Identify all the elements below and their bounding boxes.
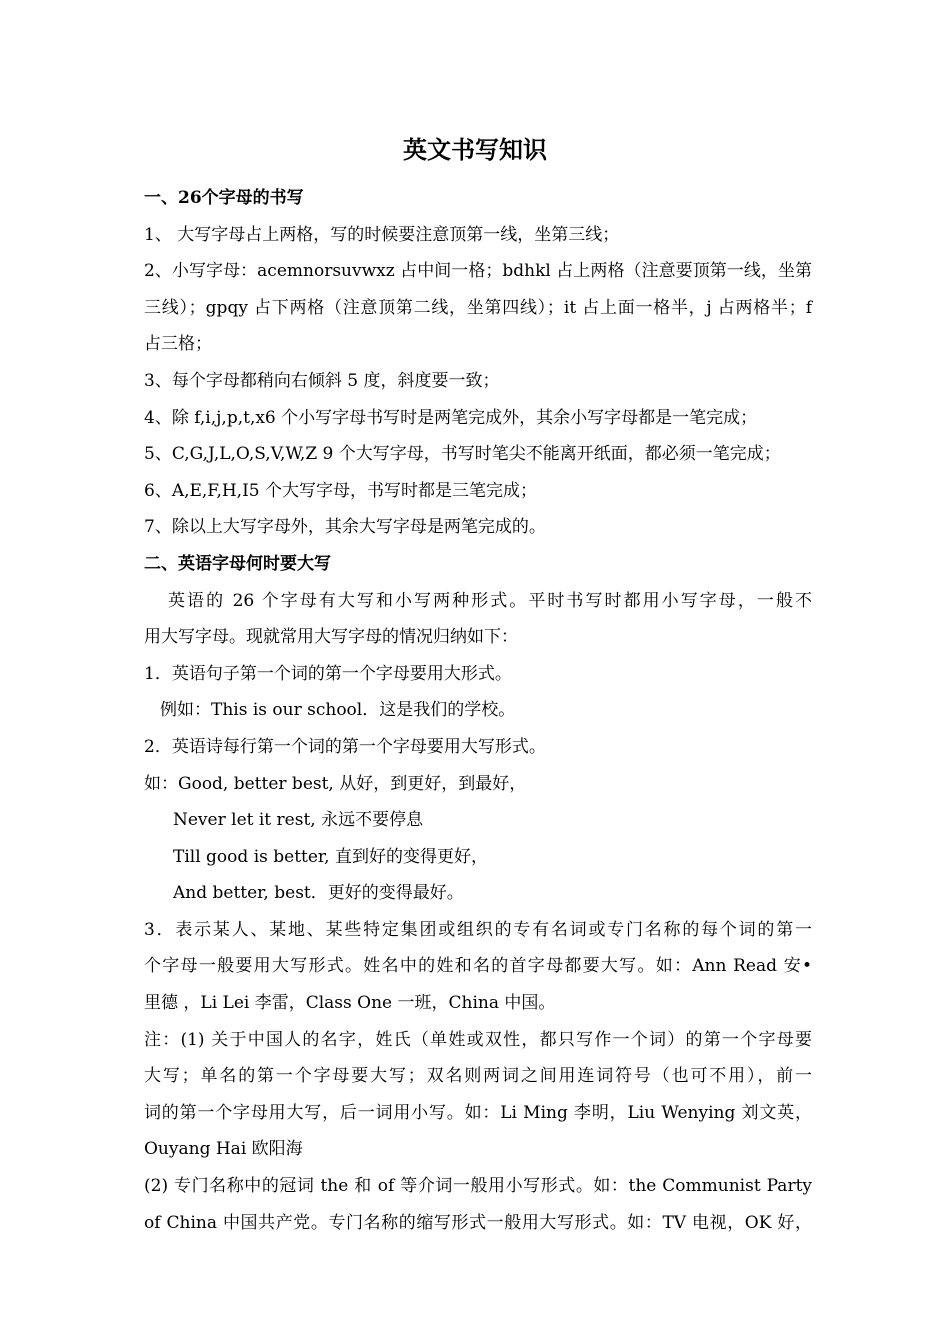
note-line: Ouyang Hai 欧阳海 <box>144 1139 303 1160</box>
poem-line: Till good is better, 直到好的变得更好， <box>173 846 488 867</box>
paragraph-line: 三线）；gpqy 占下两格（注意顶第二线，坐第四线）；it 占上面一格半，j 占两格半；f <box>144 297 812 318</box>
section-heading: 二、英语字母何时要大写 <box>144 553 331 574</box>
paragraph-line: 3、每个字母都稍向右倾斜 5 度，斜度要一致； <box>144 370 500 391</box>
paragraph-line: 2．英语诗每行第一个词的第一个字母要用大写形式。 <box>144 736 546 757</box>
note-line: 注：(1) 关于中国人的名字，姓氏（单姓或双性，都只写作一个词）的第一个字母要 <box>144 1029 812 1050</box>
paragraph-line: 里德 ，Li Lei 李雷，Class One 一班，China 中国。 <box>144 993 556 1014</box>
paragraph-line: 英语的 26 个字母有大写和小写两种形式。平时书写时都用小写字母，一般不 <box>168 590 812 611</box>
paragraph-line: 5、C,G,J,L,O,S,V,W,Z 9 个大写字母，书写时笔尖不能离开纸面，都必须一笔完成； <box>144 444 781 465</box>
section-heading: 一、26个字母的书写 <box>144 188 304 208</box>
note-line: (2) 专门名称中的冠词 the 和 of 等介词一般用小写形式。如：the Communist Party <box>144 1176 812 1197</box>
paragraph-line: 7、除以上大写字母外，其余大写字母是两笔完成的。 <box>144 517 546 538</box>
paragraph-line: 3．表示某人、某地、某些特定集团或组织的专有名词或专门名称的每个词的第一 <box>144 919 812 940</box>
example-line: 如：Good, better best, 从好，到更好，到最好， <box>144 773 527 794</box>
poem-line: And better, best．更好的变得最好。 <box>173 883 464 904</box>
note-line: of China 中国共产党。专门名称的缩写形式一般用大写形式。如：TV 电视，OK 好， <box>144 1212 812 1233</box>
paragraph-line: 1．英语句子第一个词的第一个字母要用大形式。 <box>144 663 512 684</box>
paragraph-line: 4、除 f,i,j,p,t,x6 个小写字母书写时是两笔完成外，其余小写字母都是一笔完成； <box>144 407 758 428</box>
paragraph-line: 2、小写字母：acemnorsuvwxz 占中间一格；bdhkl 占上两格（注意要顶第一线，坐第 <box>144 261 812 282</box>
example-line: 例如：This is our school．这是我们的学校。 <box>160 700 516 721</box>
paragraph-line: 个字母一般要用大写形式。姓名中的姓和名的首字母都要大写。如：Ann Read 安• <box>144 956 812 977</box>
paragraph-line: 6、A,E,F,H,I5 个大写字母，书写时都是三笔完成； <box>144 480 538 501</box>
poem-line: Never let it rest, 永远不要停息 <box>173 810 424 831</box>
document-body <box>144 180 812 1241</box>
paragraph-line: 1、 大写字母占上两格，写的时候要注意顶第一线，坐第三线； <box>144 224 620 245</box>
page-title: 英文书写知识 <box>403 135 547 164</box>
paragraph-line: 用大写字母。现就常用大写字母的情况归纳如下： <box>144 627 518 648</box>
paragraph-line: 占三格； <box>144 334 212 355</box>
note-line: 大写；单名的第一个字母要大写；双名则两词之间用连词符号（也可不用），前一 <box>144 1066 812 1087</box>
note-line: 词的第一个字母用大写，后一词用小写。如：Li Ming 李明，Liu Wenying 刘文英， <box>144 1102 812 1123</box>
